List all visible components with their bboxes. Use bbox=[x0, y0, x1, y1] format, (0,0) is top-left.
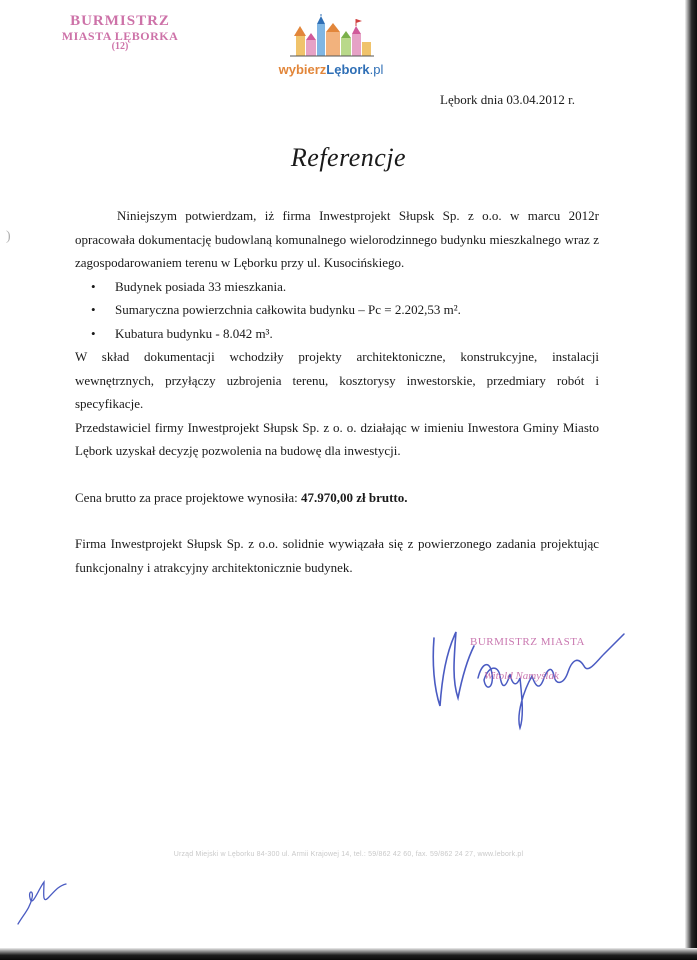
logo-text-part-2: Lębork bbox=[326, 62, 370, 77]
letter-body bbox=[75, 204, 599, 579]
stamp-line-1: BURMISTRZ bbox=[70, 13, 170, 29]
logo-text-part-1: wybierz bbox=[278, 62, 327, 77]
building-facts-list bbox=[75, 275, 599, 346]
price-value: 47.970,00 zł brutto. bbox=[300, 489, 408, 505]
town-skyline-icon bbox=[284, 14, 378, 62]
document-title: Referencje bbox=[290, 143, 407, 172]
signature-stamp-title: BURMISTRZ MIASTA bbox=[470, 636, 585, 648]
signature-stamp-name: Witold Namyślak bbox=[484, 670, 559, 682]
scan-edge-bottom bbox=[0, 948, 697, 960]
price-paragraph bbox=[75, 486, 599, 510]
list-item: • Budynek posiada 33 mieszkania. bbox=[115, 275, 599, 299]
list-item: • Sumaryczna powierzchnia całkowita budynku – Pc = 2.202,53 m². bbox=[115, 298, 599, 322]
logo-wordmark bbox=[266, 62, 396, 77]
letter-date: Lębork dnia 03.04.2012 r. bbox=[440, 92, 576, 107]
logo-text-part-3: .pl bbox=[369, 62, 384, 77]
margin-mark: ) bbox=[6, 229, 11, 244]
price-label: Cena brutto za prace projektowe wynosiła: bbox=[75, 489, 301, 505]
stamp-line-3: (12) bbox=[111, 41, 129, 53]
stamp-line-2: MIASTA LĘBORKA bbox=[61, 28, 179, 43]
office-address-footer: Urząd Miejski w Lęborku 84-300 ul. Armii Krajowej 14, tel.: 59/862 42 60, fax. 59/862 24 27, www.lebork.pl bbox=[173, 851, 524, 858]
closing-paragraph: Firma Inwestprojekt Słupsk Sp. z o.o. solidnie wywiązała się z powierzonego zadania projektując funkcjonalny i atrakcyjny architektonicznie budynek. bbox=[75, 536, 599, 575]
scope-paragraph: W skład dokumentacji wchodziły projekty architektoniczne, konstrukcyjne, instalacji wewnętrznych, przyłączy uzbrojenia terenu, kosztorysy inwestorskie, przedmiary robót i specyfikacje. bbox=[75, 349, 599, 411]
permit-paragraph: Przedstawiciel firmy Inwestprojekt Słupsk Sp. z o. o. działając w imieniu Inwestora Gminy Miasto Lębork uzyskał decyzję pozwolenia na budowę dla inwestycji. bbox=[75, 419, 599, 458]
mayor-stamp bbox=[58, 14, 182, 53]
intro-paragraph: Niniejszym potwierdzam, iż firma Inwestprojekt Słupsk Sp. z o.o. w marcu 2012r opracowała dokumentację budowlaną komunalnego wielorodzinnego budynku mieszkalnego wraz z zagospodarowaniem terenu w Lęborku przy ul. Kusocińskiego. bbox=[75, 208, 599, 270]
list-item: • Kubatura budynku - 8.042 m³. bbox=[115, 322, 599, 346]
city-logo bbox=[266, 14, 396, 84]
margin-scribble bbox=[14, 868, 74, 928]
